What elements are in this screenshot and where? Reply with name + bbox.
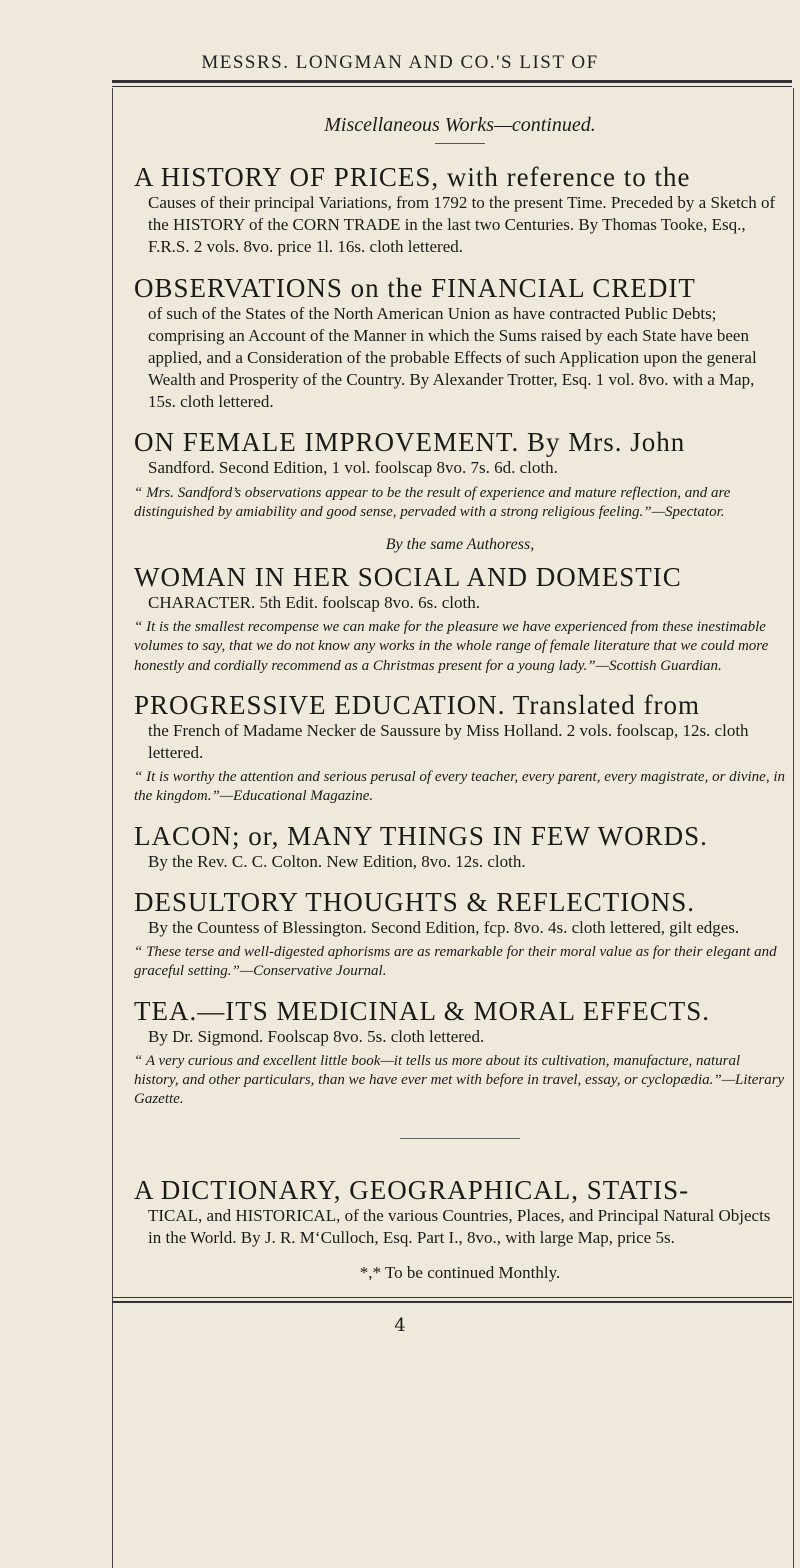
continued-note: *,* To be continued Monthly. <box>359 1262 561 1282</box>
bottom-rule <box>112 1297 792 1303</box>
review-quote: “ It is the smallest recompense we can make for the pleasure we have experienced from these inestimable volumes to say, that we do not know any works in the whole range of female literature that we could more honestly and cordially recommend as a Christmas present for a young lady.”—Scottish Guardian. <box>134 619 769 674</box>
entry-title: TEA.—ITS MEDICINAL & MORAL EFFECTS. <box>134 995 711 1026</box>
by-same-authoress: By the same Authoress, <box>385 535 535 553</box>
entry-title: OBSERVATIONS on the FINANCIAL CREDIT <box>134 272 696 303</box>
title-rule <box>435 143 485 144</box>
entry-tea <box>134 996 786 1110</box>
entry-title: WOMAN IN HER SOCIAL AND DOMESTIC <box>134 561 682 592</box>
running-head: MESSRS. LONGMAN AND CO.'S LIST OF <box>201 52 599 73</box>
review-quote: “ It is worthy the attention and serious perusal of every teacher, every parent, every magistrate, or divine, in the kingdom.”—Educational Magazine. <box>134 769 785 805</box>
entry-body: Sandford. Second Edition, 1 vol. foolscap 8vo. 7s. 6d. cloth. <box>148 458 558 478</box>
entry-dictionary <box>134 1175 786 1249</box>
entry-body: TICAL, and HISTORICAL, of the various Countries, Places, and Principal Natural Objects in the World. By J. R. M‘Culloch, Esq. Part I., 8vo., with large Map, price 5s. <box>148 1205 771 1247</box>
entry-woman-social <box>134 562 786 676</box>
entry-body: of such of the States of the North American Union as have contracted Public Debts; comprising an Account of the Manner in which the Sums raised by each State have been applied, and a Consideration of the probable Effects of such Application upon the general Wealth and Prosperity of the Country. By Alexander Trotter, Esq. 1 vol. 8vo. with a Map, 15s. cloth lettered. <box>148 303 757 412</box>
entry-body: Causes of their principal Variations, from 1792 to the present Time. Preceded by a Sketch of the HISTORY of the CORN TRADE in the last two Centuries. By Thomas Tooke, Esq., F.R.S. 2 vols. 8vo. price 1l. 16s. cloth lettered. <box>148 193 776 257</box>
entry-progressive-education <box>134 690 786 807</box>
entry-body: By the Countess of Blessington. Second Edition, fcp. 8vo. 4s. cloth lettered, gilt edges. <box>148 918 740 938</box>
separator-rule <box>400 1138 520 1139</box>
entry-title: ON FEMALE IMPROVEMENT. By Mrs. John <box>134 427 686 458</box>
section-title: Miscellaneous Works—continued. <box>324 114 596 136</box>
entry-title: LACON; or, MANY THINGS IN FEW WORDS. <box>134 820 708 851</box>
content <box>134 100 786 1283</box>
entry-desultory-thoughts <box>134 887 786 982</box>
entry-lacon <box>134 821 786 873</box>
entry-body: CHARACTER. 5th Edit. foolscap 8vo. 6s. cloth. <box>148 593 480 613</box>
review-quote: “ Mrs. Sandford’s observations appear to be the result of experience and mature reflection, and are distinguished by amiability and good sense, pervaded with a strong religious feeling.”—Spectator. <box>134 484 731 520</box>
review-quote: “ A very curious and excellent little book—it tells us more about its cultivation, manufacture, natural history, and other particulars, than we have ever met with before in travel, essay, or cyclopædia.”—Literary Gazette. <box>134 1052 785 1108</box>
entry-body: the French of Madame Necker de Saussure by Miss Holland. 2 vols. foolscap, 12s. cloth lettered. <box>148 721 749 763</box>
entry-body: By Dr. Sigmond. Foolscap 8vo. 5s. cloth lettered. <box>148 1026 485 1046</box>
entry-body: By the Rev. C. C. Colton. New Edition, 8vo. 12s. cloth. <box>148 851 526 871</box>
entry-female-improvement <box>134 427 786 522</box>
entry-title: A DICTIONARY, GEOGRAPHICAL, STATIS- <box>134 1174 690 1205</box>
page-number: 4 <box>394 1315 406 1336</box>
top-rule <box>112 80 792 87</box>
entry-financial-credit <box>134 273 786 414</box>
entry-title: A HISTORY OF PRICES, with reference to the <box>134 162 691 192</box>
entry-history-of-prices <box>134 162 786 259</box>
entry-title: PROGRESSIVE EDUCATION. Translated from <box>134 689 701 720</box>
entry-title: DESULTORY THOUGHTS & REFLECTIONS. <box>134 886 696 917</box>
review-quote: “ These terse and well-digested aphorisms are as remarkable for their moral value as for their elegant and graceful setting.”—Conservative Journal. <box>134 944 777 980</box>
